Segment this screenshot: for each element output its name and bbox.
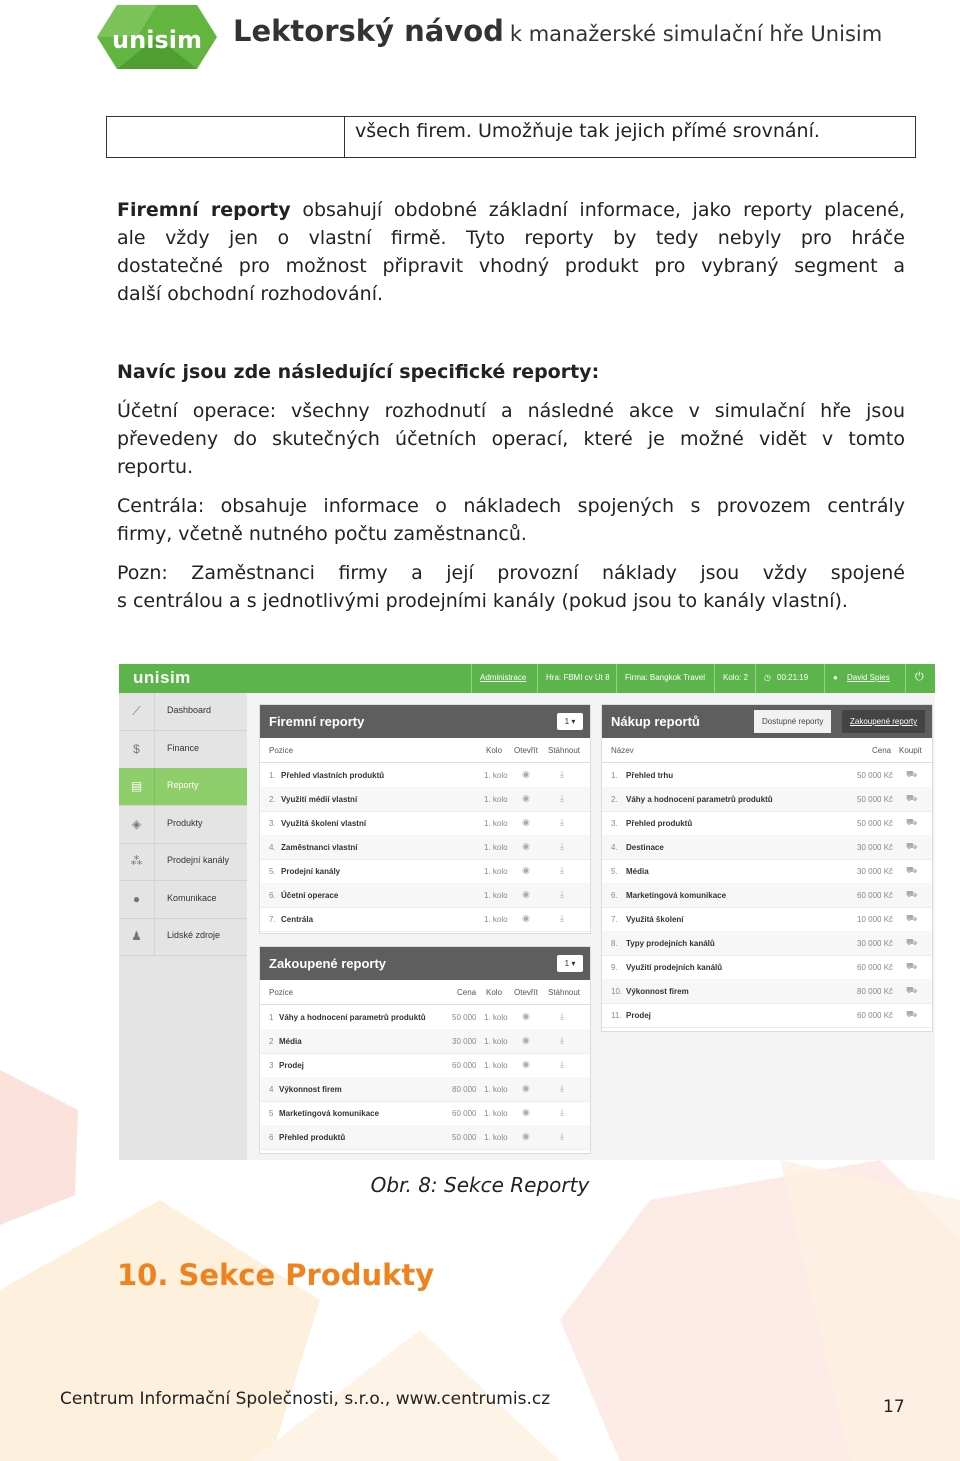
report-price: 50 000 Kč: [857, 819, 894, 828]
people-icon: ♟: [119, 918, 155, 955]
network-icon: ⁂: [119, 843, 155, 880]
col-round: Kolo: [486, 746, 503, 755]
report-name: Přehled vlastních produktů: [281, 771, 385, 780]
tab-purchased-reports[interactable]: Zakoupené reporty: [842, 710, 925, 733]
report-round: 1. kolo: [484, 795, 508, 804]
table-header: [260, 980, 590, 1005]
table-row: [602, 979, 932, 1004]
table-header: [602, 738, 932, 763]
logout-icon[interactable]: ⏻: [915, 671, 924, 683]
report-price: 30 000: [452, 1037, 477, 1046]
download-icon[interactable]: ⤓: [560, 913, 564, 923]
download-icon[interactable]: ⤓: [560, 1083, 564, 1093]
table-row: [602, 883, 932, 908]
row-number: 7.: [611, 915, 618, 924]
reports-screenshot: [119, 664, 935, 1160]
table-row: [602, 763, 932, 788]
report-price: 10 000 Kč: [857, 915, 894, 924]
report-name: Centrála: [281, 915, 314, 924]
report-round: 1. kolo: [484, 1109, 508, 1118]
report-name: Přehled trhu: [626, 771, 674, 780]
row-number: 11.: [611, 1011, 622, 1020]
round-label: Kolo: 2: [723, 673, 748, 682]
report-price: 30 000 Kč: [857, 939, 894, 948]
dollar-icon: $: [119, 731, 155, 768]
report-price: 60 000: [452, 1061, 477, 1070]
admin-link[interactable]: Administrace: [480, 673, 527, 682]
sidebar-item-dashboard[interactable]: [119, 693, 247, 731]
table-row: [260, 1053, 590, 1078]
eye-icon[interactable]: ◉: [522, 769, 530, 779]
eye-icon[interactable]: ◉: [522, 1107, 530, 1117]
sidebar-item-label: Dashboard: [167, 705, 212, 715]
row-number: 5: [269, 1109, 274, 1118]
table-row: [602, 1003, 932, 1028]
col-open: Otevřít: [514, 988, 539, 997]
cart-icon[interactable]: ⛟: [906, 793, 918, 803]
zakoupene-reporty-panel: [259, 946, 591, 1154]
report-price: 80 000 Kč: [857, 987, 894, 996]
sidebar-item-reporty[interactable]: [119, 768, 247, 806]
table-row: [602, 955, 932, 980]
sidebar-item-label: Produkty: [167, 817, 203, 828]
cart-icon[interactable]: ⛟: [906, 841, 918, 851]
report-name: Účetní operace: [281, 891, 339, 900]
col-name: Pozice: [269, 988, 294, 997]
report-price: 50 000 Kč: [857, 795, 894, 804]
col-buy: Koupit: [899, 746, 922, 755]
panel-header: [260, 705, 590, 738]
report-name: Využitá školení vlastní: [281, 819, 367, 828]
text-line: ale vždy jen o vlastní firmě. Tyto reporty by tedy nebyly pro hráče: [117, 227, 905, 249]
panel-header: [260, 947, 590, 980]
paragraph-firemni-reporty: [117, 196, 905, 308]
report-price: 50 000: [452, 1133, 477, 1142]
cart-icon[interactable]: ⛟: [906, 865, 918, 875]
table-row: [260, 907, 590, 932]
table-row: [260, 1077, 590, 1102]
document-title: Lektorský návod: [233, 14, 504, 48]
report-name: Destinace: [626, 843, 664, 852]
section-heading: 10. Sekce Produkty: [117, 1258, 435, 1292]
row-number: 7.: [269, 915, 276, 924]
eye-icon[interactable]: ◉: [522, 889, 530, 899]
text-line: reportu.: [117, 456, 194, 478]
text-line: dostatečné pro možnost připravit vhodný produkt pro vybraný segment a: [117, 255, 905, 277]
row-number: 1.: [269, 771, 276, 780]
eye-icon[interactable]: ◉: [522, 1131, 530, 1141]
round-select[interactable]: 1 ▾: [557, 955, 583, 972]
report-name: Váhy a hodnocení parametrů produktů: [279, 1013, 426, 1022]
topbar-separator: [616, 664, 617, 693]
report-name: Výkonnost firem: [279, 1085, 342, 1094]
paragraph-centrala: [117, 492, 905, 548]
row-number: 8.: [611, 939, 618, 948]
report-round: 1. kolo: [484, 915, 508, 924]
col-name: Pozice: [269, 746, 294, 755]
row-number: 5.: [269, 867, 276, 876]
table-header: [260, 738, 590, 763]
sidebar-item-komunikace[interactable]: [119, 881, 247, 919]
row-number: 6: [269, 1133, 274, 1142]
row-number: 1: [269, 1013, 274, 1022]
panel-title: Zakoupené reporty: [269, 956, 387, 971]
report-name: Média: [626, 867, 649, 876]
eye-icon[interactable]: ◉: [522, 865, 530, 875]
download-icon[interactable]: ⤓: [560, 1131, 564, 1141]
company-label: Firma: Bangkok Travel: [625, 673, 706, 682]
cube-icon: ◈: [119, 806, 155, 843]
report-name: Přehled produktů: [626, 819, 693, 828]
page-header: [233, 14, 882, 48]
panel-header: [602, 705, 932, 738]
figure-caption: Obr. 8: Sekce Reporty: [370, 1173, 590, 1197]
cart-icon[interactable]: ⛟: [906, 889, 918, 899]
svg-text:unisim: unisim: [112, 26, 202, 54]
row-number: 4: [269, 1085, 274, 1094]
row-number: 2: [269, 1037, 274, 1046]
report-price: 60 000: [452, 1109, 477, 1118]
row-number: 1.: [611, 771, 618, 780]
table-row: [260, 1029, 590, 1054]
table-row: [260, 1125, 590, 1150]
report-round: 1. kolo: [484, 1061, 508, 1070]
topbar-separator: [714, 664, 715, 693]
text-line: obsahují obdobné základní informace, jako reporty placené,: [302, 199, 906, 221]
report-name: Váhy a hodnocení parametrů produktů: [626, 795, 773, 804]
row-number: 4.: [269, 843, 276, 852]
report-name: Využitá školení: [626, 915, 684, 924]
report-price: 30 000 Kč: [857, 867, 894, 876]
cart-icon[interactable]: ⛟: [906, 817, 918, 827]
report-round: 1. kolo: [484, 1037, 508, 1046]
table-row: [260, 835, 590, 860]
tab-available-reports[interactable]: Dostupné reporty: [754, 710, 831, 733]
text-line: Centrála: obsahuje informace o nákladech spojených s provozem centrály: [117, 495, 905, 517]
report-round: 1. kolo: [484, 1013, 508, 1022]
chat-icon: ●: [119, 881, 155, 918]
topbar-separator: [537, 664, 538, 693]
sidebar-item-label: Reporty: [167, 780, 199, 790]
table-divider: [344, 117, 345, 157]
download-icon[interactable]: ⤓: [560, 1107, 564, 1117]
row-number: 9.: [611, 963, 618, 972]
document-subtitle: k manažerské simulační hře Unisim: [509, 22, 883, 46]
report-name: Média: [279, 1037, 302, 1046]
eye-icon[interactable]: ◉: [522, 841, 530, 851]
table-cell: všech firem. Umožňuje tak jejich přímé srovnání.: [355, 120, 820, 142]
sidebar-item-label: Finance: [167, 742, 200, 753]
nakup-reportu-panel: [601, 704, 933, 1032]
report-round: 1. kolo: [484, 819, 508, 828]
row-number: 3.: [611, 819, 618, 828]
table-row: [602, 931, 932, 956]
report-name: Prodejní kanály: [281, 867, 341, 876]
table-row: [260, 883, 590, 908]
panel-title: Nákup reportů: [611, 714, 700, 729]
row-number: 6.: [611, 891, 618, 900]
topbar-separator: [471, 664, 472, 693]
text-line: s centrálou a s jednotlivými prodejními kanály (pokud jsou to kanály vlastní).: [117, 590, 848, 612]
row-number: 5.: [611, 867, 618, 876]
report-name: Výkonnost firem: [626, 987, 689, 996]
panel-title: Firemní reporty: [269, 714, 365, 729]
app-topbar: [119, 664, 935, 693]
eye-icon[interactable]: ◉: [522, 913, 530, 923]
download-icon[interactable]: ⤓: [560, 1059, 564, 1069]
table-row: [602, 835, 932, 860]
download-icon[interactable]: ⤓: [560, 889, 564, 899]
table-row: [602, 859, 932, 884]
download-icon[interactable]: ⤓: [560, 1011, 564, 1021]
table-row: [602, 811, 932, 836]
unisim-logo: [97, 3, 217, 71]
paragraph-ucetni-operace: [117, 397, 905, 481]
eye-icon[interactable]: ◉: [522, 1059, 530, 1069]
table-row: [602, 907, 932, 932]
app-logo: unisim: [133, 668, 191, 687]
firemni-reporty-panel: [259, 704, 591, 934]
report-price: 60 000 Kč: [857, 1011, 894, 1020]
chart-icon: ⟋: [119, 693, 155, 730]
user-link[interactable]: David Spies: [847, 673, 890, 682]
table-fragment: [106, 116, 916, 158]
report-round: 1. kolo: [484, 867, 508, 876]
row-number: 2.: [611, 795, 618, 804]
col-download: Stáhnout: [548, 746, 581, 755]
report-round: 1. kolo: [484, 1085, 508, 1094]
col-round: Kolo: [486, 988, 503, 997]
table-row: [260, 859, 590, 884]
table-row: [260, 811, 590, 836]
row-number: 4.: [611, 843, 618, 852]
eye-icon[interactable]: ◉: [522, 1035, 530, 1045]
report-name: Zaměstnanci vlastní: [281, 843, 358, 852]
text-line: firmy, včetně nutného počtu zaměstnanců.: [117, 523, 527, 545]
timer: 00:21:19: [777, 673, 809, 682]
game-label: Hra: FBMI cv Ut 8: [546, 673, 610, 682]
sidebar-item-label: Lidské zdroje: [167, 930, 221, 940]
report-name: Prodej: [279, 1061, 304, 1070]
text-line: další obchodní rozhodování.: [117, 283, 384, 305]
bold-term: Firemní reporty: [117, 199, 291, 221]
table-row: [260, 1101, 590, 1126]
clock-icon: ◷: [764, 673, 771, 682]
cart-icon[interactable]: ⛟: [906, 913, 918, 923]
table-row: [602, 787, 932, 812]
sidebar-item-lidské-zdroje[interactable]: [119, 918, 247, 956]
sidebar-item-produkty[interactable]: [119, 806, 247, 844]
report-icon: ▤: [119, 768, 155, 805]
sidebar-item-label: Prodejní kanály: [167, 855, 230, 865]
download-icon[interactable]: ⤓: [560, 841, 564, 851]
cart-icon[interactable]: ⛟: [906, 937, 918, 947]
cart-icon[interactable]: ⛟: [906, 1009, 918, 1019]
eye-icon[interactable]: ◉: [522, 793, 530, 803]
report-name: Přehled produktů: [279, 1133, 346, 1142]
row-number: 6.: [269, 891, 276, 900]
col-open: Otevřít: [514, 746, 539, 755]
text-line: Účetní operace: všechny rozhodnutí a následné akce v simulační hře jsou: [117, 400, 905, 422]
row-number: 3: [269, 1061, 274, 1070]
report-name: Využití prodejních kanálů: [626, 963, 723, 972]
cart-icon[interactable]: ⛟: [906, 961, 918, 971]
table-row: [260, 763, 590, 788]
download-icon[interactable]: ⤓: [560, 865, 564, 875]
table-row: [260, 787, 590, 812]
col-name: Název: [611, 746, 634, 755]
report-name: Prodej: [626, 1011, 651, 1020]
topbar-separator: [905, 664, 906, 693]
download-icon[interactable]: ⤓: [560, 817, 564, 827]
col-price: Cena: [872, 746, 892, 755]
subheading: Navíc jsou zde následující specifické reporty:: [117, 361, 600, 383]
cart-icon[interactable]: ⛟: [906, 769, 918, 779]
row-number: 2.: [269, 795, 276, 804]
report-name: Typy prodejních kanálů: [626, 939, 715, 948]
footer-company: Centrum Informační Společnosti, s.r.o., www.centrumis.cz: [60, 1389, 551, 1409]
report-round: 1. kolo: [484, 891, 508, 900]
col-download: Stáhnout: [548, 988, 581, 997]
paragraph-pozn: [117, 559, 905, 615]
report-price: 30 000 Kč: [857, 843, 894, 852]
report-price: 50 000: [452, 1013, 477, 1022]
round-select[interactable]: 1 ▾: [557, 713, 583, 730]
sidebar-item-prodejní-kanály[interactable]: [119, 843, 247, 881]
report-round: 1. kolo: [484, 1133, 508, 1142]
download-icon[interactable]: ⤓: [560, 1035, 564, 1045]
report-name: Marketingová komunikace: [279, 1109, 380, 1118]
app-sidebar: [119, 693, 247, 1160]
report-price: 60 000 Kč: [857, 891, 894, 900]
download-icon[interactable]: ⤓: [560, 769, 564, 779]
report-name: Marketingová komunikace: [626, 891, 727, 900]
user-icon: ●: [833, 673, 838, 682]
topbar-separator: [824, 664, 825, 693]
sidebar-item-finance[interactable]: [119, 731, 247, 769]
eye-icon[interactable]: ◉: [522, 1083, 530, 1093]
report-round: 1. kolo: [484, 843, 508, 852]
table-row: [260, 1005, 590, 1030]
cart-icon[interactable]: ⛟: [906, 985, 918, 995]
eye-icon[interactable]: ◉: [522, 817, 530, 827]
text-line: převedeny do skutečných účetních operací, které je možné vidět v tomto: [117, 428, 905, 450]
report-price: 80 000: [452, 1085, 477, 1094]
row-number: 3.: [269, 819, 276, 828]
col-price: Cena: [457, 988, 477, 997]
text-line: Pozn: Zaměstnanci firmy a její provozní náklady jsou vždy spojené: [117, 562, 905, 584]
topbar-separator: [755, 664, 756, 693]
report-price: 50 000 Kč: [857, 771, 894, 780]
report-round: 1. kolo: [484, 771, 508, 780]
row-number: 10.: [611, 987, 623, 996]
download-icon[interactable]: ⤓: [560, 793, 564, 803]
sidebar-item-label: Komunikace: [167, 892, 217, 903]
page-number: 17: [883, 1397, 905, 1417]
eye-icon[interactable]: ◉: [522, 1011, 530, 1021]
report-price: 60 000 Kč: [857, 963, 894, 972]
report-name: Využití médií vlastní: [281, 795, 358, 804]
